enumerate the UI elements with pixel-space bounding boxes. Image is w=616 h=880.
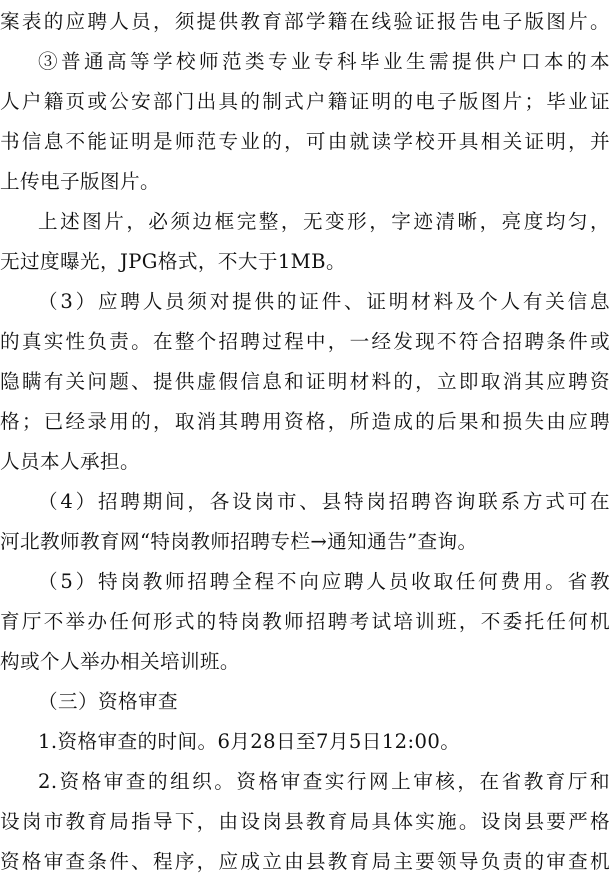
text-line-10: 隐瞒有关问题、提供虚假信息和证明材料的，立即取消其应聘资 <box>0 370 610 393</box>
text-line-17: 构或个人举办相关培训班。 <box>0 650 240 673</box>
text-line-21: 设岗市教育局指导下，由设岗县教育局具体实施。设岗县要严格 <box>0 810 610 833</box>
text-line-9: 的真实性负责。在整个招聘过程中，一经发现不符合招聘条件或 <box>0 330 610 353</box>
text-line-4: 书信息不能证明是师范专业的，可由就读学校开具相关证明，并 <box>0 130 610 153</box>
text-line-16: 育厅不举办任何形式的特岗教师招聘考试培训班，不委托任何机 <box>0 610 610 633</box>
text-line-14: 河北教师教育网“特岗教师招聘专栏→通知通告”查询。 <box>0 530 478 553</box>
section-heading: （三）资格审查 <box>38 690 178 713</box>
text-line-20: 2.资格审查的组织。资格审查实行网上审核，在省教育厅和 <box>38 770 610 793</box>
text-line-22: 资格审查条件、程序，应成立由县教育局主要领导负责的审查机 <box>0 850 610 873</box>
text-line-12: 人员本人承担。 <box>0 450 140 473</box>
text-line-19: 1.资格审查的时间。6月28日至7月5日12:00。 <box>38 730 461 753</box>
text-line-3: 人户籍页或公安部门出具的制式户籍证明的电子版图片；毕业证 <box>0 90 610 113</box>
text-line-13: （4）招聘期间，各设岗市、县特岗招聘咨询联系方式可在 <box>38 490 610 513</box>
text-line-7: 无过度曝光，JPG格式，不大于1MB。 <box>0 250 346 273</box>
text-line-8: （3）应聘人员须对提供的证件、证明材料及个人有关信息 <box>38 290 610 313</box>
text-line-6: 上述图片，必须边框完整，无变形，字迹清晰，亮度均匀， <box>38 210 610 233</box>
text-line-5: 上传电子版图片。 <box>0 170 160 193</box>
text-line-2: ③普通高等学校师范类专业专科毕业生需提供户口本的本 <box>38 50 610 73</box>
text-line-15: （5）特岗教师招聘全程不向应聘人员收取任何费用。省教 <box>38 570 610 593</box>
text-line-11: 格；已经录用的，取消其聘用资格，所造成的后果和损失由应聘 <box>0 410 610 433</box>
text-line-1: 案表的应聘人员，须提供教育部学籍在线验证报告电子版图片。 <box>0 10 610 33</box>
